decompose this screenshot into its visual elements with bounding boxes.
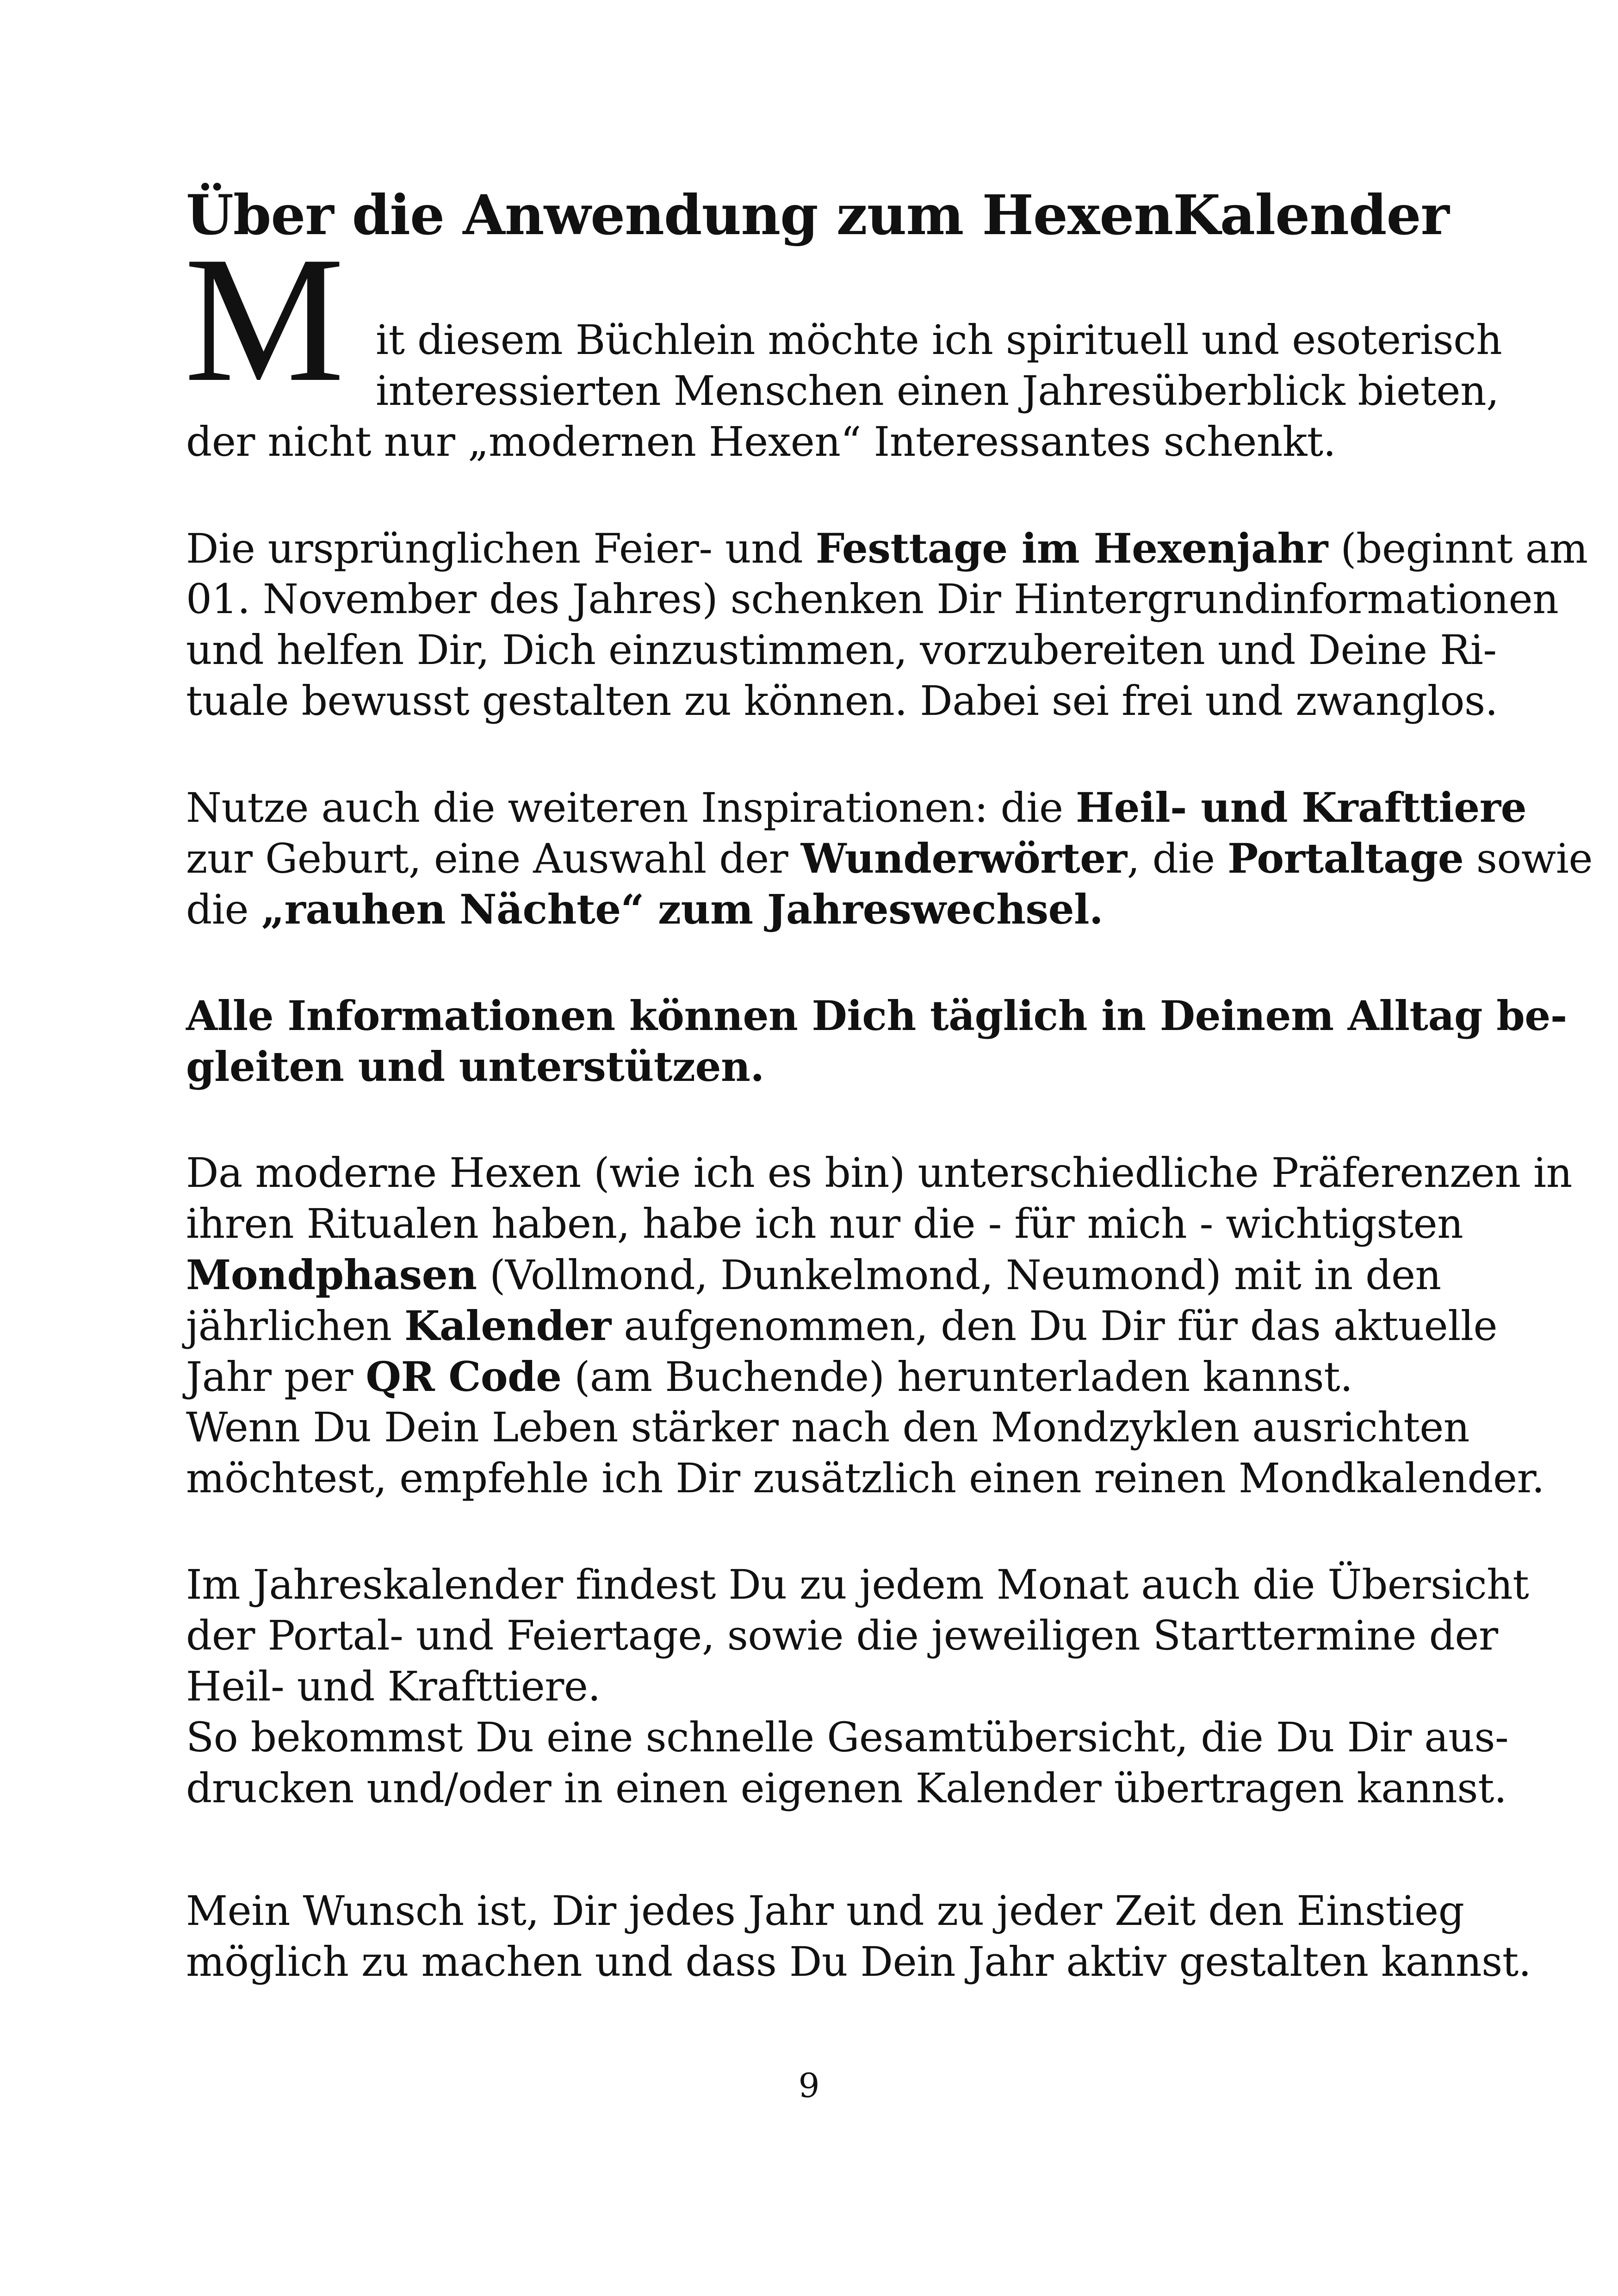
bold-text: Alle Informationen können Dich täglich in Deinem Alltag be- — [186, 992, 1567, 1040]
text-run: der Portal- und Feiertage, sowie die jeweiligen Starttermine der — [186, 1612, 1498, 1659]
text-line — [186, 574, 1558, 625]
text-line — [186, 1661, 601, 1712]
text-line — [186, 782, 1526, 833]
text-run: sowie — [1463, 835, 1593, 882]
text-run: Mein Wunsch ist, Dir jedes Jahr und zu jeder Zeit den Einstieg — [186, 1887, 1464, 1935]
text-run: it diesem Büchlein möchte ich spirituell und esoterisch — [376, 316, 1502, 364]
text-line — [376, 366, 1499, 416]
text-line — [186, 416, 1336, 467]
text-line — [186, 1041, 764, 1092]
text-run: ihren Ritualen haben, habe ich nur die - für mich - wichtigsten — [186, 1200, 1463, 1247]
drop-cap-letter: M — [184, 219, 345, 419]
page-heading: Über die Anwendung zum HexenKalender — [186, 183, 1449, 247]
text-run: Nutze auch die weiteren Inspirationen: die — [186, 784, 1076, 832]
text-line — [186, 1300, 1497, 1352]
text-run: jährlichen — [186, 1302, 404, 1350]
text-run: (am Buchende) herunterladen kannst. — [561, 1353, 1353, 1401]
text-run: Im Jahreskalender findest Du zu jedem Monat auch die Übersicht — [186, 1561, 1529, 1608]
page-number: 9 — [798, 2066, 820, 2105]
text-line — [186, 1936, 1531, 1987]
bold-text: Heil- und Krafttiere — [1076, 783, 1527, 832]
text-run: 01. November des Jahres) schenken Dir Hintergrundinformationen — [186, 575, 1559, 623]
text-run: zur Geburt, eine Auswahl der — [186, 835, 801, 882]
text-run: Heil- und Krafttiere. — [186, 1663, 601, 1710]
text-run: der nicht nur „modernen Hexen“ Interessantes schenkt. — [186, 418, 1336, 465]
text-run: Jahr per — [186, 1353, 366, 1401]
bold-text: „rauhen Nächte“ zum Jahreswechsel. — [261, 885, 1103, 933]
text-run: tuale bewusst gestalten zu können. Dabei sei frei und zwanglos. — [186, 677, 1498, 725]
text-run: Die ursprünglichen Feier- und — [186, 525, 816, 572]
bold-text: Mondphasen — [186, 1251, 477, 1299]
text-line — [186, 625, 1497, 676]
text-run: die — [186, 886, 261, 933]
text-run: (Vollmond, Dunkelmond, Neumond) mit in den — [477, 1251, 1441, 1299]
text-line — [186, 1886, 1464, 1936]
text-run: drucken und/oder in einen eigenen Kalender übertragen kannst. — [186, 1764, 1507, 1812]
text-run: Wenn Du Dein Leben stärker nach den Mondzyklen ausrichten — [186, 1403, 1469, 1451]
bold-text: Portaltage — [1227, 834, 1464, 882]
text-line — [186, 1453, 1544, 1504]
text-run: interessierten Menschen einen Jahresüberblick bieten, — [376, 367, 1499, 415]
text-line — [186, 1198, 1463, 1249]
text-line — [186, 833, 1593, 884]
text-line — [186, 1249, 1441, 1301]
text-line — [186, 1148, 1572, 1198]
bold-text: Festtage im Hexenjahr — [815, 524, 1328, 572]
text-line — [376, 315, 1502, 366]
text-line — [186, 1559, 1529, 1610]
text-run: möglich zu machen und dass Du Dein Jahr aktiv gestalten kannst. — [186, 1938, 1531, 1986]
text-run: So bekommst Du eine schnelle Gesamtübersicht, die Du Dir aus- — [186, 1713, 1509, 1761]
text-run: und helfen Dir, Dich einzustimmen, vorzubereiten und Deine Ri- — [186, 626, 1497, 674]
bold-text: QR Code — [366, 1353, 562, 1401]
text-line — [186, 1351, 1353, 1402]
text-line — [186, 1610, 1498, 1661]
text-run: (beginnt am — [1327, 525, 1588, 572]
text-line — [186, 1763, 1506, 1814]
text-line — [186, 990, 1567, 1042]
text-run: Da moderne Hexen (wie ich es bin) unterschiedliche Präferenzen in — [186, 1149, 1572, 1197]
text-run: möchtest, empfehle ich Dir zusätzlich einen reinen Mondkalender. — [186, 1454, 1544, 1502]
text-run: , die — [1127, 835, 1228, 882]
text-line — [186, 884, 1103, 935]
text-line — [186, 676, 1498, 726]
text-run: aufgenommen, den Du Dir für das aktuelle — [611, 1302, 1498, 1350]
text-line — [186, 1402, 1469, 1453]
bold-text: Wunderwörter — [800, 834, 1127, 882]
bold-text: Kalender — [404, 1302, 611, 1350]
bold-text: gleiten und unterstützen. — [186, 1043, 764, 1091]
text-line — [186, 523, 1588, 574]
text-line — [186, 1712, 1508, 1763]
